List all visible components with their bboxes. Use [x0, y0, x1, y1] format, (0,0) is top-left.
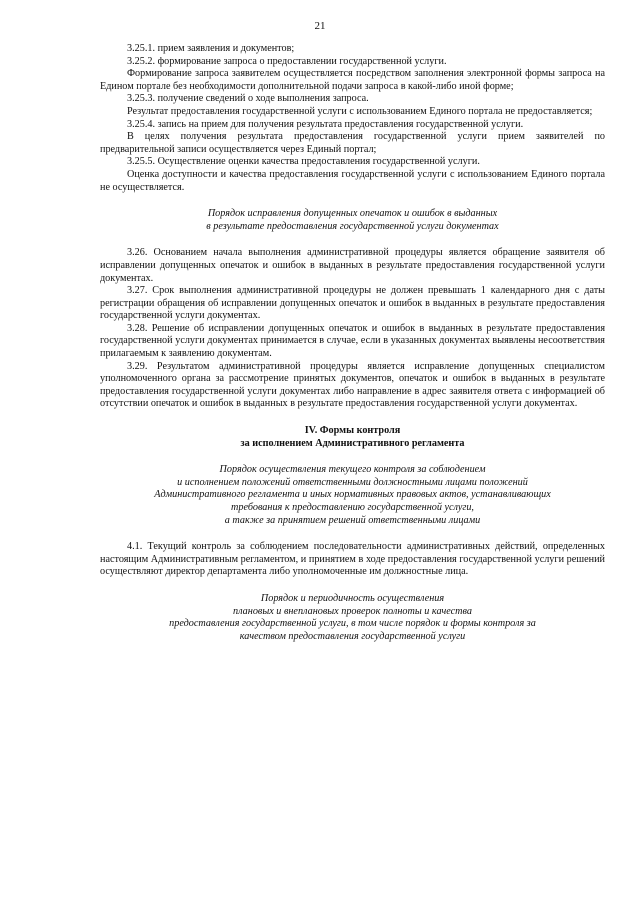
heading-line: Порядок и периодичность осуществления — [260, 592, 445, 604]
heading-line: Порядок исправления допущенных опечаток и ошибок в выданных — [207, 208, 498, 220]
subsection-heading-inspections — [100, 593, 605, 643]
heading-line: Административного регламента и иных нормативных правовых актов, устанавливающих — [154, 489, 551, 501]
heading-line: плановых и внеплановых проверок полноты и качества — [233, 605, 472, 617]
section-title-line: IV. Формы контроля — [304, 425, 401, 437]
heading-line: а также за принятием решений ответственными лицами — [224, 514, 481, 526]
paragraph: 3.25.4. запись на прием для получения результата предоставления государственной услуги. — [127, 118, 524, 130]
section-title — [100, 425, 605, 450]
heading-line: качеством предоставления государственной услуги — [239, 630, 466, 642]
paragraph: Формирование запроса заявителем осуществляется посредством заполнения электронной формы запроса на Едином портале без необходимости дополнительной подачи запроса в какой-либо иной форме; — [100, 68, 605, 92]
paragraph: В целях получения результата предоставления государственной услуги прием заявителей по предварительной записи осуществляется через Единый портал; — [100, 131, 605, 155]
paragraph: 3.29. Результатом административной процедуры является исправление допущенных специалистом уполномоченного органа за рассмотрение принятых документов, опечаток и ошибок в выданных в результате предоставления государственной услуги документах либо направление в адрес заявителя ответа с информацией об отсутствии опечаток и ошибок в выданных в результате предоставления государственной услуги документах. — [100, 360, 605, 410]
paragraph: 3.25.5. Осуществление оценки качества предоставления государственной услуги. — [127, 156, 480, 168]
subsection-heading-current-control — [100, 464, 605, 527]
page-number: 21 — [314, 20, 326, 32]
heading-line: требования к предоставлению государственной услуги, — [231, 502, 474, 513]
paragraph: 3.27. Срок выполнения административной процедуры не должен превышать 1 календарного дня с даты регистрации обращения об исправлении допущенных опечаток и ошибок в выданных в результате предоставления государственной услуги документах. — [100, 285, 605, 322]
subsection-heading-corrections — [100, 208, 605, 233]
heading-line: и исполнением положений ответственными должностными лицами положений — [177, 476, 528, 488]
paragraph: Результат предоставления государственной услуги с использованием Единого портала не предоставляется; — [127, 105, 593, 117]
paragraph: 3.26. Основанием начала выполнения административной процедуры является обращение заявителя об исправлении допущенных опечаток и ошибок в выданных в результате предоставления государственной услуги документах. — [100, 247, 605, 284]
heading-line: предоставления государственной услуги, в том числе порядок и формы контроля за — [169, 618, 536, 630]
section-title-line: за исполнением Административного регламента — [240, 437, 465, 449]
paragraph: 3.28. Решение об исправлении допущенных опечаток и ошибок в выданных в результате предоставления государственной услуги документах принимается в случае, если в указанных документах выявлены несоответствия прилагаемым к заявлению документам. — [100, 322, 605, 360]
document-body — [100, 43, 605, 643]
paragraph: 3.25.3. получение сведений о ходе выполнения запроса. — [127, 93, 369, 105]
paragraph: 3.25.2. формирование запроса о предоставлении государственной услуги. — [127, 55, 447, 67]
paragraph: 3.25.1. прием заявления и документов; — [127, 43, 295, 54]
heading-line: Порядок осуществления текущего контроля за соблюдением — [219, 464, 486, 476]
paragraph: 4.1. Текущий контроль за соблюдением последовательности административных действий, определенных настоящим Административным регламентом, и принятием в ходе предоставления государственной услуги решений осуществляют директор департамента либо уполномоченные им должностные лица. — [100, 541, 605, 578]
heading-line: в результате предоставления государственной услуги документах — [206, 220, 499, 232]
paragraph: Оценка доступности и качества предоставления государственной услуги с использованием Единого портала не осуществляется. — [100, 168, 605, 193]
